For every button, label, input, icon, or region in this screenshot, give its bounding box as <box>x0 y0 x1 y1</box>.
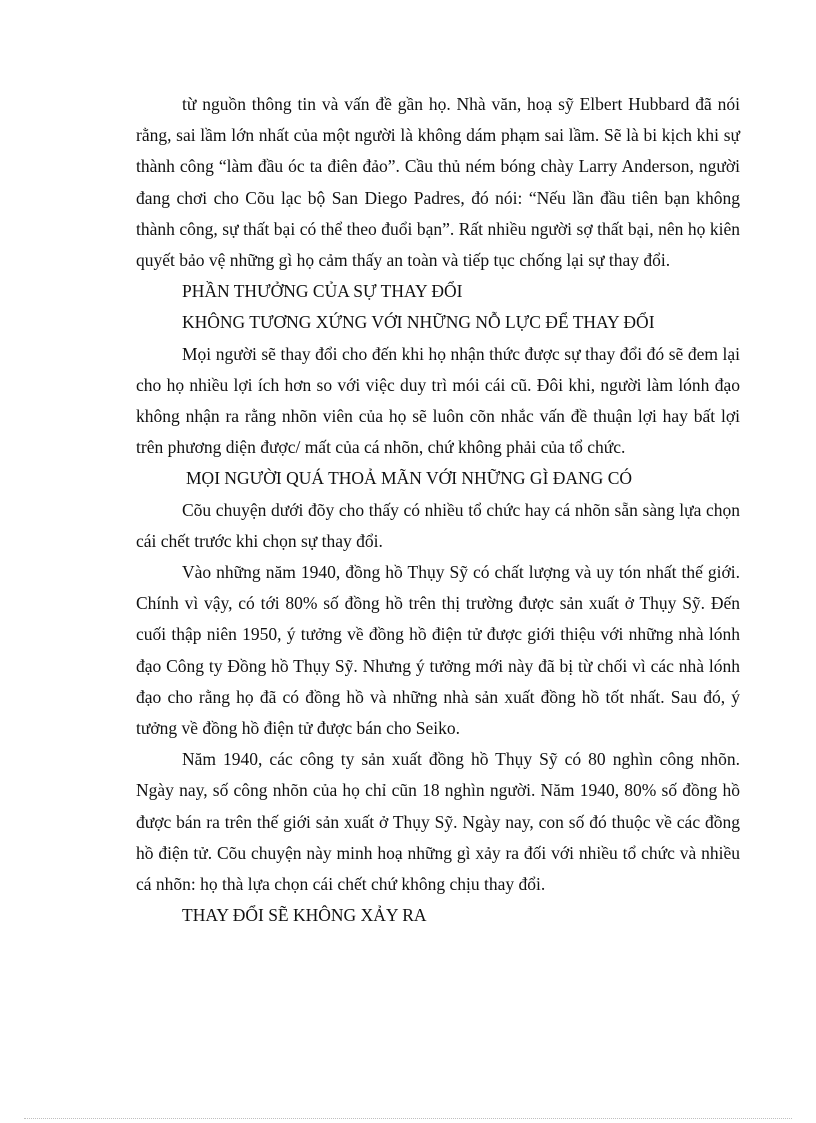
paragraph-story-intro: Cõu chuyện dưới đõy cho thấy có nhiều tổ chức hay cá nhõn sẵn sàng lựa chọn cái chết trước khi chọn sự thay đổi. <box>136 499 740 551</box>
heading-too-satisfied: MỌI NGƯỜI QUÁ THOẢ MÃN VỚI NHỮNG GÌ ĐANG CÓ <box>186 468 633 489</box>
page-body <box>136 89 740 931</box>
paragraph-fear-of-failure: từ nguồn thông tin và vấn đề gần họ. Nhà văn, hoạ sỹ Elbert Hubbard đã nói rằng, sai lầm lớn nhất của một người là không dám phạm sai lầm. Sẽ là bi kịch khi sự thành công “làm đầu óc ta điên đảo”. Cầu thủ ném bóng chày Larry Anderson, người đang chơi cho Cõu lạc bộ San Diego Padres, đó nói: “Nếu lần đầu tiên bạn không thành công, sự thất bại có thể theo đuổi bạn”. Rất nhiều người sợ thất bại, nên họ kiên quyết bảo vệ những gì họ cảm thấy an toàn và tiếp tục chống lại sự thay đổi. <box>136 94 740 271</box>
heading-change-will-not-happen: THAY ĐỔI SẼ KHÔNG XẢY RA <box>182 905 427 926</box>
page-bottom-border <box>24 1118 792 1119</box>
heading-reward-of-change: PHẦN THƯỞNG CỦA SỰ THAY ĐỔI <box>182 281 463 302</box>
heading-not-worth-effort: KHÔNG TƯƠNG XỨNG VỚI NHỮNG NỖ LỰC ĐỂ THAY ĐỔI <box>182 312 655 333</box>
paragraph-personal-benefit: Mọi người sẽ thay đổi cho đến khi họ nhận thức được sự thay đổi đó sẽ đem lại cho họ nhiều lợi ích hơn so với việc duy trì mói cái cũ. Đôi khi, người làm lónh đạo không nhận ra rằng nhõn viên của họ sẽ luôn cõn nhắc vấn đề thuận lợi hay bất lợi trên phương diện được/ mất của cá nhõn, chứ không phải của tổ chức. <box>136 343 740 458</box>
paragraph-swiss-watches-1940: Vào những năm 1940, đồng hồ Thụy Sỹ có chất lượng và uy tón nhất thế giới. Chính vì vậy, có tới 80% số đồng hồ trên thị trường được sản xuất ở Thụy Sỹ. Đến cuối thập niên 1950, ý tưởng về đồng hồ điện tử được giới thiệu với những nhà lónh đạo Công ty Đồng hồ Thụy Sỹ. Nhưng ý tưởng mới này đã bị từ chối vì các nhà lónh đạo cho rằng họ đã có đồng hồ và những nhà sản xuất đồng hồ tốt nhất. Sau đó, ý tưởng về đồng hồ điện tử được bán cho Seiko. <box>136 562 740 739</box>
paragraph-swiss-workers: Năm 1940, các công ty sản xuất đồng hồ Thụy Sỹ có 80 nghìn công nhõn. Ngày nay, số công nhõn của họ chỉ cũn 18 nghìn người. Năm 1940, 80% số đồng hồ được bán ra trên thế giới sản xuất ở Thụy Sỹ. Ngày nay, con số đó thuộc về các đồng hồ điện tử. Cõu chuyện này minh hoạ những gì xảy ra đối với nhiều tổ chức và nhiều cá nhõn: họ thà lựa chọn cái chết chứ không chịu thay đổi. <box>136 749 740 895</box>
